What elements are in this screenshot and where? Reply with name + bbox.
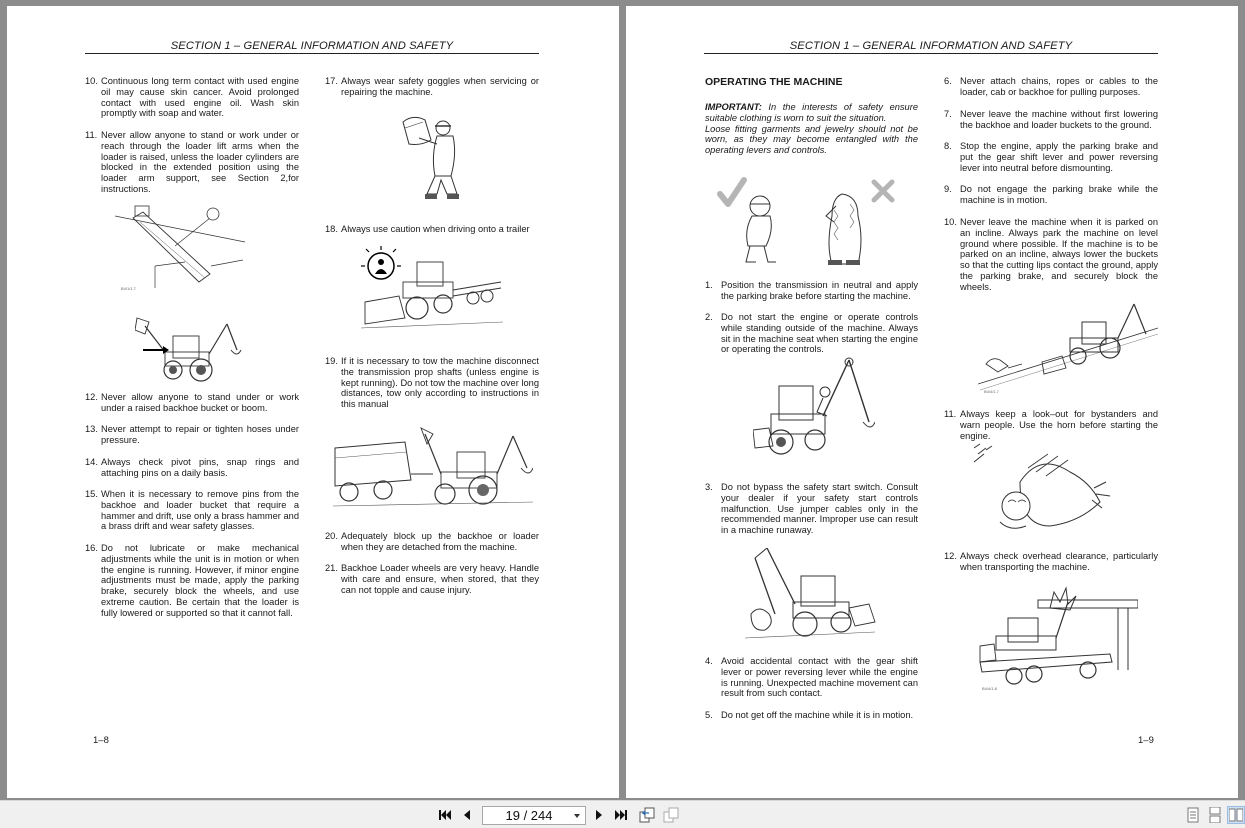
list-item: 11. Always keep a look–out for bystanders and warn people. Use the horn before starting the engine.: [944, 409, 1158, 441]
page-1-8: [7, 6, 619, 798]
list-item: 2. Do not start the engine or operate controls while standing outside of the machine. Always sit in the machine seat when starting the engine or operating the controls.: [705, 312, 918, 355]
cross-mark-icon: [874, 182, 892, 200]
first-page-icon: [438, 809, 452, 821]
page-number: 1–8: [93, 735, 109, 746]
proper-clothing-illustration: [716, 176, 906, 266]
overhead-clearance-illustration: [978, 580, 1138, 692]
list-item: 14. Always check pivot pins, snap rings and attaching pins on a daily basis.: [85, 457, 299, 478]
list-item: 18. Always use caution when driving onto a trailer: [325, 224, 530, 234]
dropdown-caret-icon[interactable]: [574, 814, 580, 818]
list-item: 3. Do not bypass the safety start switch. Consult your dealer if your safety start controls malfunction. Use jumper cables only in the recommended manner. Improper use can result in a machine runaway.: [705, 482, 918, 536]
section-header: SECTION 1 – GENERAL INFORMATION AND SAFETY: [170, 40, 454, 52]
last-page-icon: [614, 809, 628, 821]
list-item: 19. If it is necessary to tow the machine disconnect the transmission prop shafts (unless engine is kept running). Do not tow the machine over long distances, tow only according to instructions in this manual: [325, 356, 539, 410]
svg-text:B4/4/1.7: B4/4/1.7: [984, 389, 999, 394]
check-mark-icon: [720, 180, 744, 204]
previous-page-icon: [462, 809, 472, 821]
list-item: 11. Never allow anyone to stand or work under or reach through the loader lift arms when the loader is raised, unless the loader cylinders are blocked in the extended position using the loader arm support, see Section 2,for instructions.: [85, 130, 299, 194]
backhoe-raised-boom-illustration: [135, 314, 245, 384]
continuous-view-button[interactable]: [1206, 806, 1224, 824]
list-item: 12. Always check overhead clearance, particularly when transporting the machine.: [944, 551, 1158, 572]
next-page-button[interactable]: [590, 806, 608, 824]
page-1-9: [626, 6, 1238, 798]
list-item: 12. Never allow anyone to stand under or work under a raised backhoe bucket or boom.: [85, 392, 299, 413]
next-page-icon: [594, 809, 604, 821]
section-heading: OPERATING THE MACHINE: [705, 76, 843, 88]
header-rule: [704, 53, 1158, 54]
machine-runaway-illustration: [745, 548, 877, 644]
previous-page-button[interactable]: [458, 806, 476, 824]
list-item: 5. Do not get off the machine while it is in motion.: [705, 710, 914, 720]
page-number: 1–9: [1138, 735, 1154, 746]
section-header: SECTION 1 – GENERAL INFORMATION AND SAFETY: [789, 40, 1073, 52]
next-view-button[interactable]: [662, 806, 680, 824]
navigation-toolbar: [0, 800, 1245, 828]
last-page-button[interactable]: [612, 806, 630, 824]
previous-view-icon: [639, 807, 655, 823]
continuous-page-icon: [1209, 807, 1221, 823]
two-page-icon: [1229, 808, 1243, 822]
trailer-driving-illustration: [361, 242, 503, 332]
next-view-icon: [663, 807, 679, 823]
bystander-warning-illustration: [970, 442, 1120, 534]
previous-view-button[interactable]: [638, 806, 656, 824]
list-item: 7. Never leave the machine without first lowering the backhoe and loader buckets to the ground.: [944, 109, 1158, 130]
loader-arm-support-illustration: [115, 202, 245, 292]
important-note: IMPORTANT: In the interests of safety ensure suitable clothing is worn to suit the situation. Loose fitting garments and jewelry should not be worn, as they may become entangled with the operating levers and controls.: [705, 102, 918, 156]
list-item: 9. Do not engage the parking brake while the machine is in motion.: [944, 184, 1158, 205]
list-item: 20. Adequately block up the backhoe or loader when they are detached from the machine.: [325, 531, 539, 552]
page-number-input[interactable]: 19 / 244: [482, 806, 586, 825]
list-item: 10. Continuous long term contact with used engine oil may cause skin cancer. Avoid prolonged contact with used engine oil. Wash skin promptly with soap and water.: [85, 76, 299, 119]
single-page-view-button[interactable]: [1184, 806, 1202, 824]
single-page-icon: [1187, 807, 1199, 823]
two-page-view-button[interactable]: [1227, 806, 1245, 824]
list-item: 21. Backhoe Loader wheels are very heavy. Handle with care and ensure, when stored, that they can not topple and cause injury.: [325, 563, 539, 595]
list-item: 8. Stop the engine, apply the parking brake and put the gear shift lever and power reversing lever into neutral before dismounting.: [944, 141, 1158, 173]
safety-goggles-illustration: [399, 112, 465, 204]
first-page-button[interactable]: [436, 806, 454, 824]
list-item: 4. Avoid accidental contact with the gear shift lever or power reversing lever while the engine is running. Unexpected machine movement can result from such contact.: [705, 656, 918, 699]
list-item: 13. Never attempt to repair or tighten hoses under pressure.: [85, 424, 299, 445]
incline-parking-illustration: [978, 298, 1158, 394]
header-rule: [85, 53, 539, 54]
svg-text:B4/4/1.8: B4/4/1.8: [982, 686, 997, 691]
list-item: 15. When it is necessary to remove pins from the backhoe and loader bucket that require a hammer and drift, use only a brass hammer and a brass drift and wear safety glasses.: [85, 489, 299, 532]
operator-seat-illustration: [753, 356, 875, 458]
svg-text:B4/1/1.7: B4/1/1.7: [121, 286, 136, 291]
towing-machine-illustration: [333, 424, 533, 510]
list-item: 6. Never attach chains, ropes or cables to the loader, cab or backhoe for pulling purposes.: [944, 76, 1158, 97]
list-item: 10. Never leave the machine when it is parked on an incline. Always park the machine on level ground where possible. If the machine is to be parked on an incline, always lower the buckets so that the cutting lips contact the ground, apply the parking brake, and securely block the wheels.: [944, 217, 1158, 292]
list-item: 17. Always wear safety goggles when servicing or repairing the machine.: [325, 76, 539, 97]
list-item: 16. Do not lubricate or make mechanical adjustments while the unit is in motion or when the engine is running. However, if minor engine adjustments must be made, apply the parking brake, securely block the wheels, and use extreme caution. Be certain that the loader is fully lowered or supported so that it cannot fall.: [85, 543, 299, 618]
list-item: 1. Position the transmission in neutral and apply the parking brake before starting the machine.: [705, 280, 918, 301]
